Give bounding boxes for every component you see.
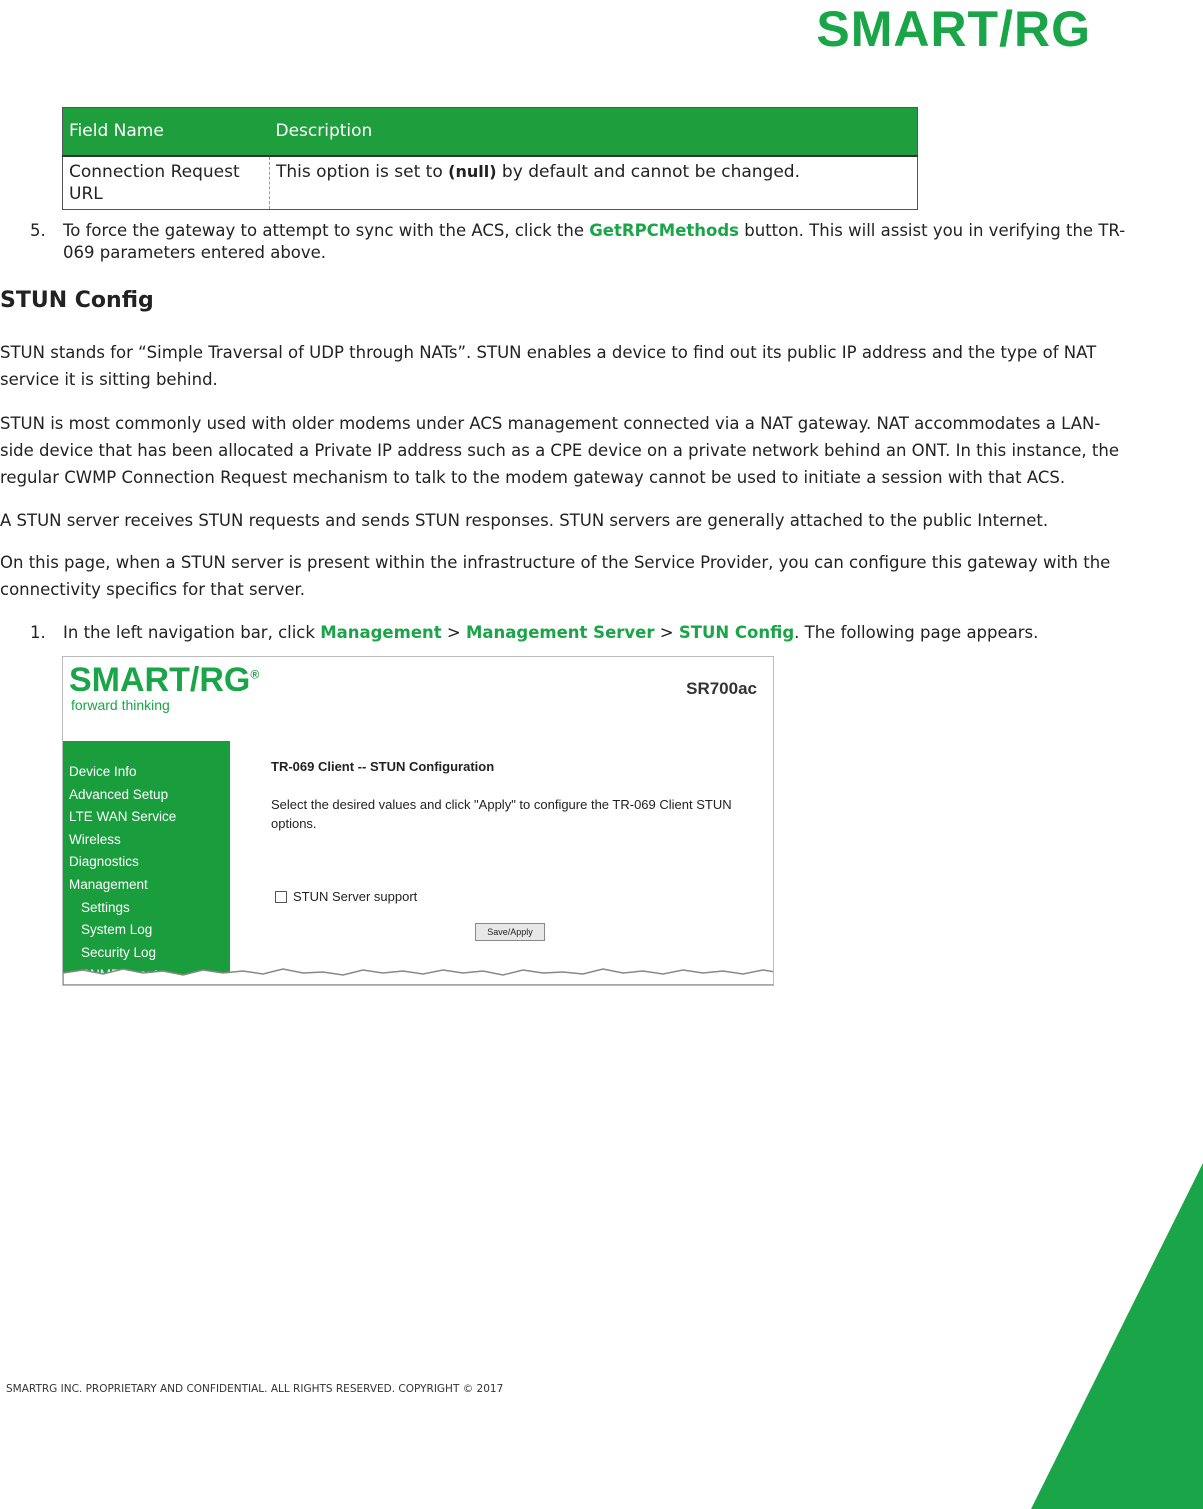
column-header-field-name: Field Name (63, 108, 270, 156)
nav-device-info[interactable]: Device Info (69, 764, 137, 779)
table-row (63, 156, 918, 210)
step-text-after: . The following page appears. (794, 623, 1039, 642)
separator: > (654, 623, 679, 642)
field-name-cell: Connection Request URL (63, 156, 270, 210)
torn-edge-decoration (63, 961, 774, 985)
nav-management[interactable]: Management (69, 876, 148, 892)
footer-copyright: SMARTRG INC. PROPRIETARY AND CONFIDENTIAL. ALL RIGHTS RESERVED. COPYRIGHT © 2017 (6, 1383, 504, 1395)
stun-server-support-checkbox[interactable] (275, 891, 287, 903)
nav-diagnostics[interactable]: Diagnostics (69, 854, 139, 870)
table-header-row (63, 108, 918, 156)
brand-logo: SMART/RG (816, 1, 1091, 57)
save-apply-button[interactable]: Save/Apply (475, 923, 545, 941)
step-text (63, 622, 1143, 644)
screenshot-model: SR700ac (686, 679, 757, 698)
screenshot-tagline: forward thinking (71, 697, 170, 713)
step-number: 1. (30, 623, 46, 642)
screenshot-sidebar (63, 741, 230, 986)
nav-settings[interactable]: Settings (81, 899, 130, 915)
section-heading: STUN Config (0, 288, 154, 313)
stun-server-support-row[interactable] (275, 889, 417, 904)
stun-server-support-label: STUN Server support (293, 889, 418, 904)
description-text-after: by default and cannot be changed. (496, 161, 800, 182)
step-text-before: To force the gateway to attempt to sync with the ACS, click the (63, 221, 590, 240)
screenshot-logo (69, 661, 259, 700)
stun-config-reference: STUN Config (678, 623, 795, 642)
management-reference: Management (320, 623, 442, 642)
step-text-after: button. This will assist you in verifying the TR-069 parameters entered above. (63, 221, 1126, 262)
registered-mark: ® (250, 667, 260, 682)
separator: > (441, 623, 466, 642)
description-cell (270, 156, 918, 210)
null-value: (null) (448, 161, 497, 181)
corner-triangle-decoration (1031, 1163, 1203, 1509)
column-header-description: Description (270, 108, 918, 156)
management-server-reference: Management Server (465, 623, 655, 642)
screenshot-logo-text: SMART/RG (69, 661, 251, 699)
getrpcmethods-reference: GetRPCMethods (589, 221, 740, 240)
step-text (63, 220, 1143, 264)
screenshot-page-title: TR-069 Client -- STUN Configuration (271, 759, 495, 774)
paragraph-2: STUN is most commonly used with older modems under ACS management connected via a NAT gateway. NAT accommodates a LAN-side device that has been allocated a Private IP address such as a CPE device on a private network behind an ONT. In this instance, the regular CWMP Connection Request mechanism to talk to the modem gateway cannot be used to initiate a session with that ACS. (0, 414, 1119, 487)
field-description-table (62, 107, 918, 210)
step-text-before: In the left navigation bar, click (63, 623, 321, 642)
paragraph-4: On this page, when a STUN server is present within the infrastructure of the Service Provider, you can configure this gateway with the connectivity specifics for that server. (0, 553, 1111, 599)
step-number: 5. (30, 221, 46, 240)
nav-system-log[interactable]: System Log (81, 922, 153, 938)
paragraph-1: STUN stands for “Simple Traversal of UDP through NATs”. STUN enables a device to find out its public IP address and the type of NAT service it is sitting behind. (0, 343, 1097, 389)
paragraph-3: A STUN server receives STUN requests and sends STUN responses. STUN servers are generally attached to the public Internet. (0, 511, 1049, 530)
nav-advanced-setup[interactable]: Advanced Setup (69, 786, 169, 802)
router-ui-screenshot (62, 656, 774, 986)
nav-wireless[interactable]: Wireless (69, 831, 121, 847)
screenshot-description: Select the desired values and click "Apply" to configure the TR-069 Client STUN options. (271, 797, 732, 831)
nav-lte-wan-service[interactable]: LTE WAN Service (69, 809, 177, 825)
description-text: This option is set to (276, 161, 449, 182)
nav-security-log[interactable]: Security Log (81, 944, 157, 960)
